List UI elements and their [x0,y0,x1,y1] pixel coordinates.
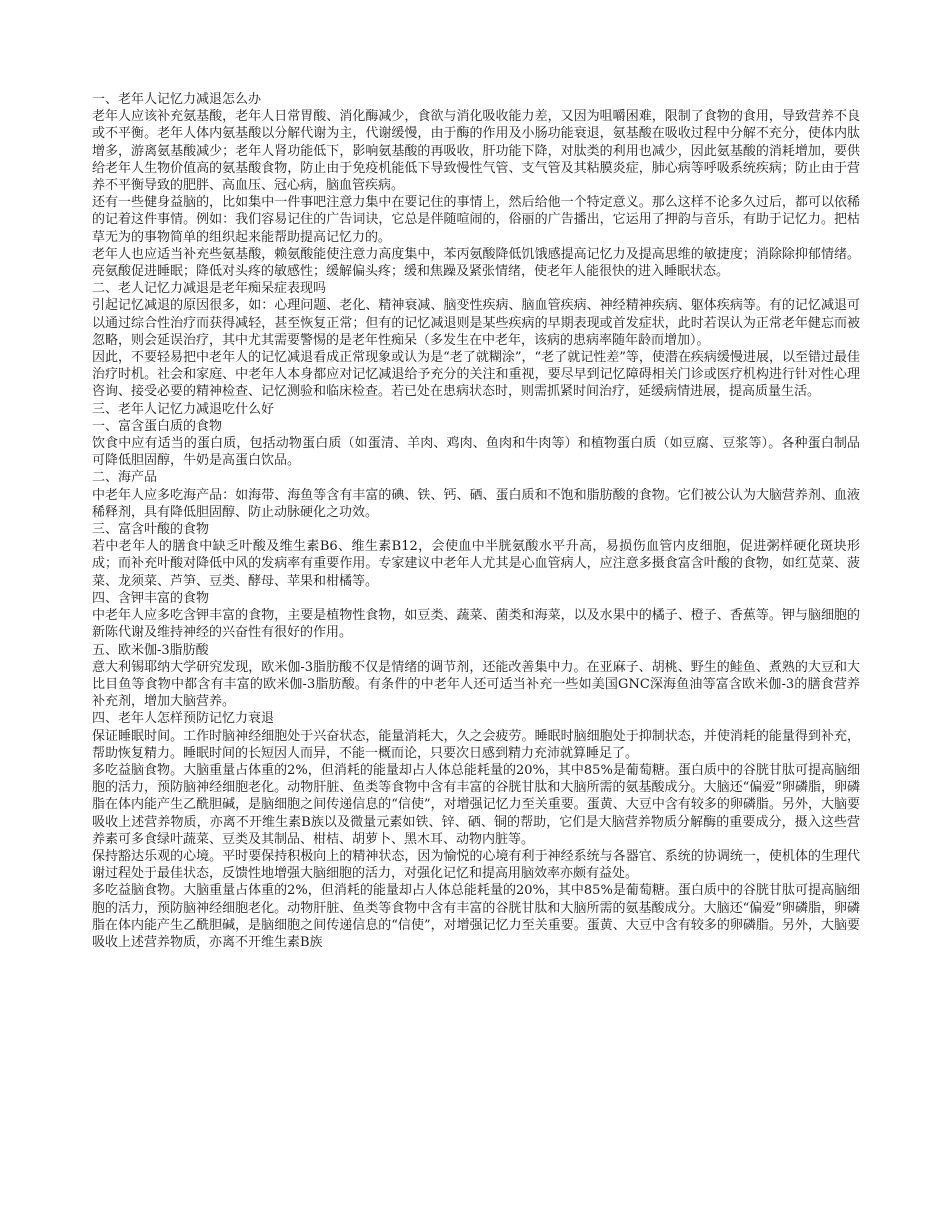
subheading-folic-acid: 三、富含叶酸的食物 [92,522,210,538]
paragraph: 饮食中应有适当的蛋白质，包括动物蛋白质（如蛋清、羊肉、鸡肉、鱼肉和牛肉等）和植物蛋白质（如豆腐、豆浆等）。各种蛋白制品可降低胆固醇，牛奶是高蛋白饮品。 [92,436,860,469]
paragraph: 因此，不要轻易把中老年人的记忆减退看成正常现象或认为是“老了就糊涂”，“老了就记性差”等，使潜在疾病缓慢进展，以至错过最佳治疗时机。社会和家庭、中老年人本身都应对记忆减退给予充分的关注和重视，要尽早到记忆障碍相关门诊或医疗机构进行针对性心理咨询、接受必要的精神检查、记忆测验和临床检查。若已处在患病状态时，则需抓紧时间治疗，延缓病情进展，提高质量生活。 [92,350,860,400]
subheading-protein: 一、富含蛋白质的食物 [92,418,223,434]
paragraph: 中老年人应多吃含钾丰富的食物，主要是植物性食物，如豆类、蔬菜、菌类和海菜，以及水果中的橘子、橙子、香蕉等。钾与脑细胞的新陈代谢及维持神经的兴奋性有很好的作用。 [92,608,860,641]
paragraph: 老年人应该补充氨基酸，老年人日常胃酸、消化酶减少，食欲与消化吸收能力差，又因为咀嚼困难，限制了食物的食用，导致营养不良或不平衡。老年人体内氨基酸以分解代谢为主，代谢缓慢，由于酶的作用及小肠功能衰退，氨基酸在吸收过程中分解不充分，使体内肽增多，游离氨基酸减少；老年人肾功能低下，影响氨基酸的再吸收，肝功能下降，对肽类的利用也减少，因此氨基酸的消耗增加，要供给老年人生物价值高的氨基酸食物，防止由于免疫机能低下导致慢性气管、支气管及其粘膜炎症，肺心病等呼吸系统疾病；防止由于营养不平衡导致的肥胖、高血压、冠心病，脑血管疾病。 [92,109,860,194]
section-heading-3: 三、老年人记忆力减退吃什么好 [92,401,275,417]
document-page [92,91,860,951]
paragraph: 引起记忆减退的原因很多，如：心理问题、老化、精神衰减、脑变性疾病、脑血管疾病、神经精神疾病、躯体疾病等。有的记忆减退可以通过综合性治疗而获得减轻，甚至恢复正常；但有的记忆减退则是某些疾病的早期表现或首发症状，此时若误认为正常老年健忘而被忽略，则会延误治疗，其中尤其需要警惕的是老年性痴呆（多发生在中老年，该病的患病率随年龄而增加）。 [92,298,860,348]
subheading-omega-3: 五、欧米伽-3脂肪酸 [92,642,209,658]
paragraph: 中老年人应多吃海产品：如海带、海鱼等含有丰富的碘、铁、钙、硒、蛋白质和不饱和脂肪酸的食物。它们被公认为大脑营养剂、血液稀释剂，具有降低胆固醇、防止动脉硬化之功效。 [92,487,860,520]
subheading-potassium: 四、含钾丰富的食物 [92,590,210,606]
section-heading-1: 一、老年人记忆力减退怎么办 [92,92,262,107]
paragraph: 若中老年人的膳食中缺乏叶酸及维生素B6、维生素B12，会使血中半胱氨酸水平升高，易损伤血管内皮细胞，促进粥样硬化斑块形成；而补充叶酸对降低中风的发病率有重要作用。专家建议中老年人尤其是心血管病人，应注意多摄食富含叶酸的食物，如红苋菜、菠菜、龙须菜、芦笋、豆类、酵母、苹果和柑橘等。 [92,539,860,589]
subheading-seafood: 二、海产品 [92,470,158,486]
paragraph: 保持豁达乐观的心境。平时要保持积极向上的精神状态，因为愉悦的心境有利于神经系统与各器官、系统的协调统一，使机体的生理代谢过程处于最佳状态，反馈性地增强大脑细胞的活力，对强化记忆和提高用脑效率亦颇有益处。 [92,848,860,882]
section-heading-2: 二、老人记忆力减退是老年痴呆症表现吗 [92,281,327,297]
section-heading-4: 四、老年人怎样预防记忆力衰退 [92,711,275,727]
paragraph: 意大利锡耶纳大学研究发现，欧米伽-3脂肪酸不仅是情绪的调节剂，还能改善集中力。在亚麻子、胡桃、野生的鲑鱼、煮熟的大豆和大比目鱼等食物中都含有丰富的欧米伽-3脂肪酸。有条件的中老年人还可适当补充一些如美国GNC深海鱼油等富含欧米伽-3的膳食营养补充剂，增加大脑营养。 [92,659,860,710]
paragraph: 保证睡眠时间。工作时脑神经细胞处于兴奋状态，能量消耗大，久之会疲劳。睡眠时脑细胞处于抑制状态，并使消耗的能量得到补充，帮助恢复精力。睡眠时间的长短因人而异，不能一概而论，只要次日感到精力充沛就算睡足了。 [92,728,860,761]
paragraph: 多吃益脑食物。大脑重量占体重的2%，但消耗的能量却占人体总能耗量的20%，其中85%是葡萄糖。蛋白质中的谷胱甘肽可提高脑细胞的活力，预防脑神经细胞老化。动物肝脏、鱼类等食物中含有丰富的谷胱甘肽和大脑所需的氨基酸成分。大脑还“偏爱”卵磷脂，卵磷脂在体内能产生乙酰胆碱，是脑细胞之间传递信息的“信使”，对增强记忆力至关重要。蛋黄、大豆中含有较多的卵磷脂。另外，大脑要吸收上述营养物质，亦离不开维生素B族 [92,883,860,950]
paragraph: 还有一些健身益脑的，比如集中一件事吧注意力集中在要记住的事情上，然后给他一个特定意义。那么这样不论多久过后，都可以依稀的记着这件事情。例如：我们容易记住的广告词诀，它总是伴随喧闹的，俗丽的广告播出，它运用了押韵与音乐，有助于记忆力。把枯草无为的事物简单的组织起来能帮助提高记忆力的。 [92,195,860,245]
paragraph: 老年人也应适当补充些氨基酸，赖氨酸能使注意力高度集中，苯丙氨酸降低饥饿感提高记忆力及提高思维的敏捷度；消除除抑郁情绪。亮氨酸促进睡眠；降低对头疼的敏感性；缓解偏头疼；缓和焦躁及紧张情绪，使老年人能很快的进入睡眠状态。 [92,246,860,280]
paragraph: 多吃益脑食物。大脑重量占体重的2%，但消耗的能量却占人体总能耗量的20%，其中85%是葡萄糖。蛋白质中的谷胱甘肽可提高脑细胞的活力，预防脑神经细胞老化。动物肝脏、鱼类等食物中含有丰富的谷胱甘肽和大脑所需的氨基酸成分。大脑还“偏爱”卵磷脂，卵磷脂在体内能产生乙酰胆碱，是脑细胞之间传递信息的“信使”，对增强记忆力至关重要。蛋黄、大豆中含有较多的卵磷脂。另外，大脑要吸收上述营养物质，亦离不开维生素B族以及微量元素如铁、锌、硒、铜的帮助，它们是大脑营养物质分解酶的重要成分，摄入这些营养素可多食绿叶蔬菜、豆类及其制品、柑桔、胡萝卜、黑木耳、动物内脏等。 [92,762,860,847]
